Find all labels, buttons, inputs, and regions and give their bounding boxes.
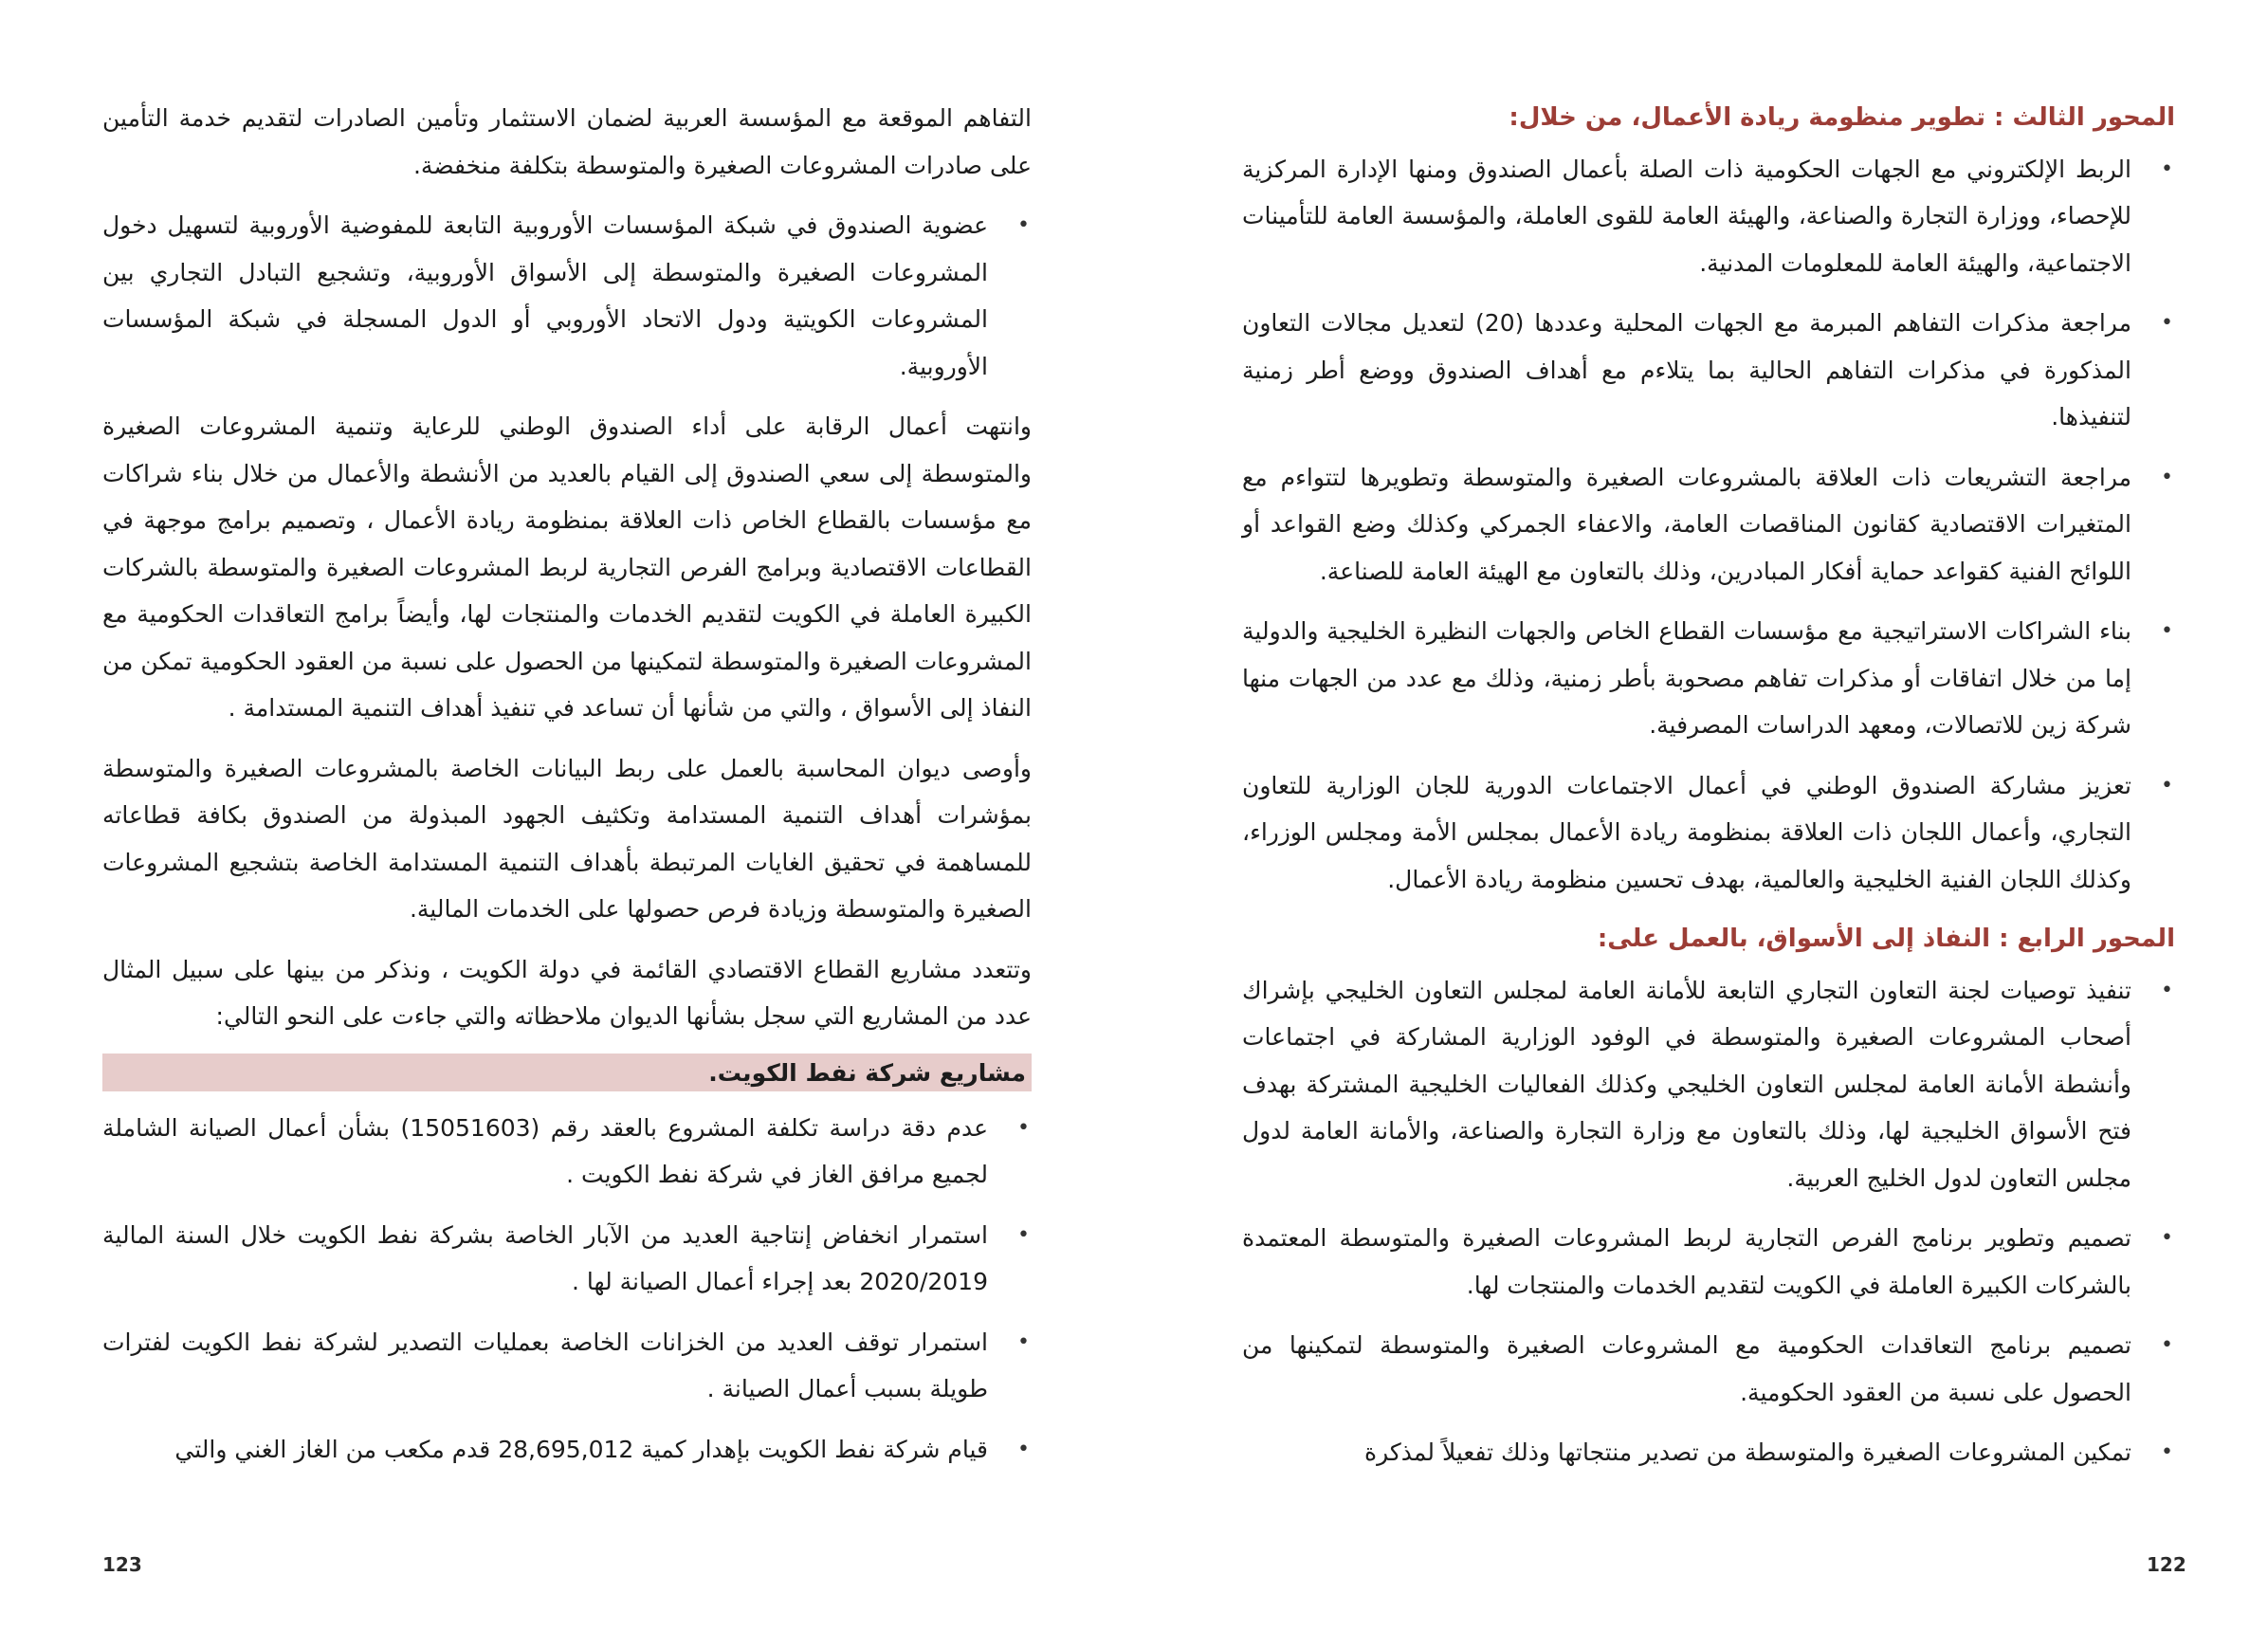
continuation-paragraph: التفاهم الموقعة مع المؤسسة العربية لضمان الاستثمار وتأمين الصادرات لتقديم خدمة التأمين على صادرات المشروعات الصغيرة والمتوسطة بتكلفة منخفضة. bbox=[102, 104, 1032, 179]
heading-axis-3: المحور الثالث : تطوير منظومة ريادة الأعمال، من خلال: bbox=[1509, 103, 2175, 132]
section-band-koc: مشاريع شركة نفط الكويت. bbox=[102, 1054, 1032, 1091]
right-page bbox=[1134, 0, 2268, 1649]
left-page-text bbox=[102, 95, 1032, 1486]
list-item: • تنفيذ توصيات لجنة التعاون التجاري التابعة للأمانة العامة لمجلس التعاون الخليجي بإشراك أصحاب المشروعات الصغيرة والمتوسطة في الوفود الوزارية المشاركة في اجتماعات وأنشطة الأمانة العامة لمجلس التعاون الخليجي وكذلك الفعاليات الخليجية المشتركة بهدف فتح الأسواق الخليجية لها، وذلك بالتعاون مع وزارة التجارة والصناعة، والأمانة العامة لدول مجلس التعاون لدول الخليج العربية. bbox=[1242, 967, 2131, 1202]
page-number-left: 123 bbox=[102, 1553, 142, 1576]
list-item: • الربط الإلكتروني مع الجهات الحكومية ذات الصلة بأعمال الصندوق ومنها الإدارة المركزية للإحصاء، ووزارة التجارة والصناعة، والهيئة العامة للقوى العاملة، والمؤسسة العامة للتأمينات الاجتماعية، والهيئة العامة للمعلومات المدنية. bbox=[1242, 146, 2131, 287]
list-item: • تعزيز مشاركة الصندوق الوطني في أعمال الاجتماعات الدورية للجان الوزارية للتعاون التجاري، وأعمال اللجان ذات العلاقة بمنظومة ريادة الأعمال بمجلس الأمة ومجلس الوزراء، وكذلك اللجان الفنية الخليجية والعالمية، بهدف تحسين منظومة ريادة الأعمال. bbox=[1242, 762, 2131, 904]
heading-axis-4: المحور الرابع : النفاذ إلى الأسواق، بالعمل على: bbox=[1597, 925, 2175, 953]
bullet-list-axis-3 bbox=[1242, 146, 2175, 904]
list-item: • مراجعة مذكرات التفاهم المبرمة مع الجهات المحلية وعددها (20) لتعديل مجالات التعاون المذكورة في مذكرات التفاهم الحالية بما يتلاءم مع أهداف الصندوق ووضع أطر زمنية لتنفيذها. bbox=[1242, 300, 2131, 441]
bullet-list-eu bbox=[102, 202, 1032, 390]
list-item: • استمرار انخفاض إنتاجية العديد من الآبار الخاصة بشركة نفط الكويت خلال السنة المالية 2020/2019 بعد إجراء أعمال الصيانة لها . bbox=[102, 1212, 988, 1306]
list-item: • بناء الشراكات الاستراتيجية مع مؤسسات القطاع الخاص والجهات النظيرة الخليجية والدولية إما من خلال اتفاقات أو مذكرات تفاهم مصحوبة بأطر زمنية، وذلك مع عدد من الجهات منها شركة زين للاتصالات، ومعهد الدراسات المصرفية. bbox=[1242, 608, 2131, 749]
paragraph-oversight: وانتهت أعمال الرقابة على أداء الصندوق الوطني للرعاية وتنمية المشروعات الصغيرة والمتوسطة إلى سعي الصندوق إلى القيام بالعديد من الأنشطة والأعمال من خلال بناء شراكات مع مؤسسات بالقطاع الخاص ذات العلاقة بمنظومة ريادة الأعمال ، وتصميم برامج موجهة في القطاعات الاقتصادية وبرامج الفرص التجارية لربط المشروعات الصغيرة والمتوسطة بالشركات الكبيرة العاملة في الكويت لتقديم الخدمات والمنتجات لها، وأيضاً برامج التعاقدات الحكومية مع المشروعات الصغيرة والمتوسطة لتمكينها من الحصول على نسبة من العقود الحكومية تمكن من النفاذ إلى الأسواق ، والتي من شأنها أن تساعد في تنفيذ أهداف التنمية المستدامة . bbox=[102, 412, 1032, 722]
list-item: • مراجعة التشريعات ذات العلاقة بالمشروعات الصغيرة والمتوسطة وتطويرها لتتواءم مع المتغيرات الاقتصادية كقانون المناقصات العامة، والاعفاء الجمركي وكذلك وضع القواعد أو اللوائح الفنية كقواعد حماية أفكار المبادرين، وذلك بالتعاون مع الهيئة العامة للصناعة. bbox=[1242, 454, 2131, 595]
right-page-text bbox=[1242, 95, 2175, 1490]
bullet-list-koc bbox=[102, 1105, 1032, 1474]
list-item: • تصميم برنامج التعاقدات الحكومية مع المشروعات الصغيرة والمتوسطة لتمكينها من الحصول على نسبة من العقود الحكومية. bbox=[1242, 1322, 2131, 1416]
list-item: • قيام شركة نفط الكويت بإهدار كمية 28,695,012 قدم مكعب من الغاز الغني والتي bbox=[102, 1426, 988, 1474]
list-item: • تصميم وتطوير برنامج الفرص التجارية لربط المشروعات الصغيرة والمتوسطة المعتمدة بالشركات الكبيرة العاملة في الكويت لتقديم الخدمات والمنتجات لها. bbox=[1242, 1215, 2131, 1309]
paragraph-recommendation: وأوصى ديوان المحاسبة بالعمل على ربط البيانات الخاصة بالمشروعات الصغيرة والمتوسطة بمؤشرات أهداف التنمية المستدامة وتكثيف الجهود المبذولة من الصندوق بكافة قطاعاته للمساهمة في تحقيق الغايات المرتبطة بأهداف التنمية المستدامة الخاصة بتشجيع المشروعات الصغيرة والمتوسطة وزيادة فرص حصولها على الخدمات المالية. bbox=[102, 754, 1032, 923]
page-number-right: 122 bbox=[2147, 1553, 2186, 1576]
paragraph-projects-intro: وتتعدد مشاريع القطاع الاقتصادي القائمة في دولة الكويت ، ونذكر من بينها على سبيل المثال عدد من المشاريع التي سجل بشأنها الديوان ملاحظاته والتي جاءت على النحو التالي: bbox=[102, 955, 1032, 1030]
list-item: • عضوية الصندوق في شبكة المؤسسات الأوروبية التابعة للمفوضية الأوروبية لتسهيل دخول المشروعات الصغيرة والمتوسطة إلى الأسواق الأوروبية، وتشجيع التبادل التجاري بين المشروعات الكويتية ودول الاتحاد الأوروبي أو الدول المسجلة في شبكة المؤسسات الأوروبية. bbox=[102, 202, 988, 390]
list-item: • عدم دقة دراسة تكلفة المشروع بالعقد رقم (15051603) بشأن أعمال الصيانة الشاملة لجميع مرافق الغاز في شركة نفط الكويت . bbox=[102, 1105, 988, 1199]
bullet-list-axis-4 bbox=[1242, 967, 2175, 1476]
list-item: • استمرار توقف العديد من الخزانات الخاصة بعمليات التصدير لشركة نفط الكويت لفترات طويلة بسبب أعمال الصيانة . bbox=[102, 1319, 988, 1413]
list-item: • تمكين المشروعات الصغيرة والمتوسطة من تصدير منتجاتها وذلك تفعيلاً لمذكرة bbox=[1242, 1429, 2131, 1476]
